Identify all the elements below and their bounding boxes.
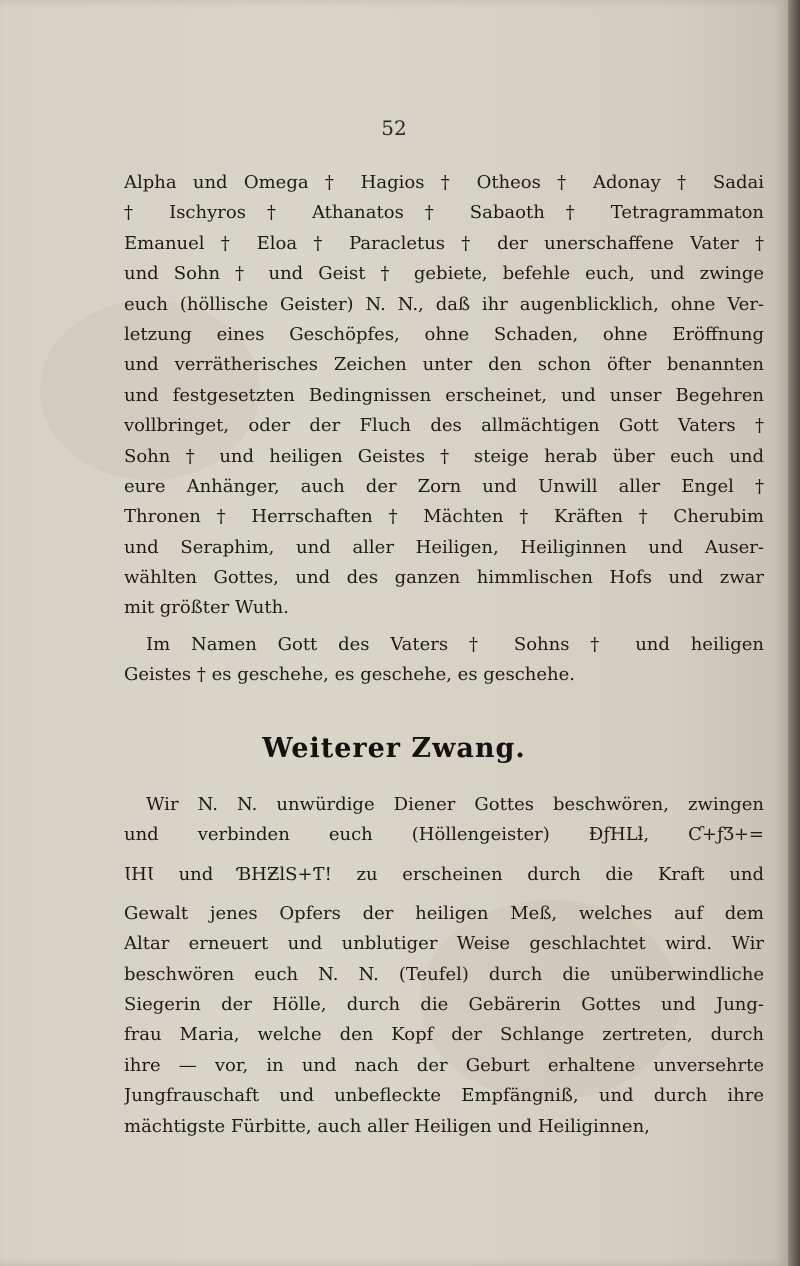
text-line: beschwören euch N. N. (Teufel) durch die unüberwindliche — [124, 963, 764, 985]
text-line: Emanuel † Eloa † Paracletus † der unerschaffene Vater † — [124, 232, 764, 254]
page-edge-shadow — [788, 0, 800, 1266]
text-line: und Seraphim, und aller Heiligen, Heiliginnen und Auser- — [124, 536, 764, 558]
paragraph-in-nomine — [124, 630, 764, 691]
text-line: letzung eines Geschöpfes, ohne Schaden, ohne Eröffnung — [124, 323, 764, 345]
text-line: vollbringet, oder der Fluch des allmächtigen Gott Vaters † — [124, 415, 764, 437]
text-line: Gewalt jenes Opfers der heiligen Meß, welches auf dem — [124, 902, 764, 924]
text-line: eure Anhänger, auch der Zorn und Unwill aller Engel † — [124, 475, 764, 497]
text-line: und Sohn † und Geist † gebiete, befehle euch, und zwinge — [124, 263, 764, 285]
text-line: † Ischyros † Athanatos † Sabaoth † Tetragrammaton — [124, 202, 764, 224]
text-line: Jungfrauschaft und unbefleckte Empfängniß, und durch ihre — [124, 1085, 764, 1107]
text-line: und verbinden euch (Höllengeister) ÐƒHLƚ, Ƈ+ƒƷ+= — [124, 824, 764, 846]
text-line: Im Namen Gott des Vaters † Sohns † und heiligen — [146, 634, 764, 655]
text-line: ihre — vor, in und nach der Geburt erhaltene unversehrte — [124, 1054, 764, 1076]
text-line: frau Maria, welche den Kopf der Schlange zertreten, durch — [124, 1024, 764, 1046]
section-heading: Weiterer Zwang. — [262, 733, 526, 764]
text-line: und festgesetzten Bedingnissen erscheinet, und unser Begehren — [124, 384, 764, 406]
text-line: Thronen † Herrschaften † Mächten † Kräften † Cherubim — [124, 506, 764, 528]
text-line: Siegerin der Hölle, durch die Gebärerin Gottes und Jung- — [124, 993, 764, 1015]
text-line: und verrätherisches Zeichen unter den schon öfter benannten — [124, 354, 764, 376]
text-line: Alpha und Omega † Hagios † Otheos † Adonay † Sadai — [124, 172, 764, 193]
paragraph-incantation — [124, 168, 764, 624]
text-line: Wir N. N. unwürdige Diener Gottes beschwören, zwingen — [146, 794, 764, 815]
text-line: wählten Gottes, und des ganzen himmlischen Hofs und zwar — [124, 567, 764, 589]
text-line: Altar erneuert und unblutiger Weise geschlachtet wird. Wir — [124, 933, 764, 955]
page-number: 52 — [381, 116, 407, 140]
text-line: ƖHƖ und ƁHƵlS+Ƭ! zu erscheinen durch die Kraft und — [124, 863, 764, 885]
text-line: Geistes † es geschehe, es geschehe, es geschehe. — [124, 664, 575, 686]
text-line: mit größter Wuth. — [124, 597, 289, 619]
text-line: mächtigste Fürbitte, auch aller Heiligen und Heiliginnen, — [124, 1115, 650, 1137]
text-line: euch (höllische Geister) N. N., daß ihr augenblicklich, ohne Ver- — [124, 293, 764, 315]
text-line: Sohn † und heiligen Geistes † steige herab über euch und — [124, 445, 764, 467]
paragraph-further-compulsion — [124, 790, 764, 1142]
